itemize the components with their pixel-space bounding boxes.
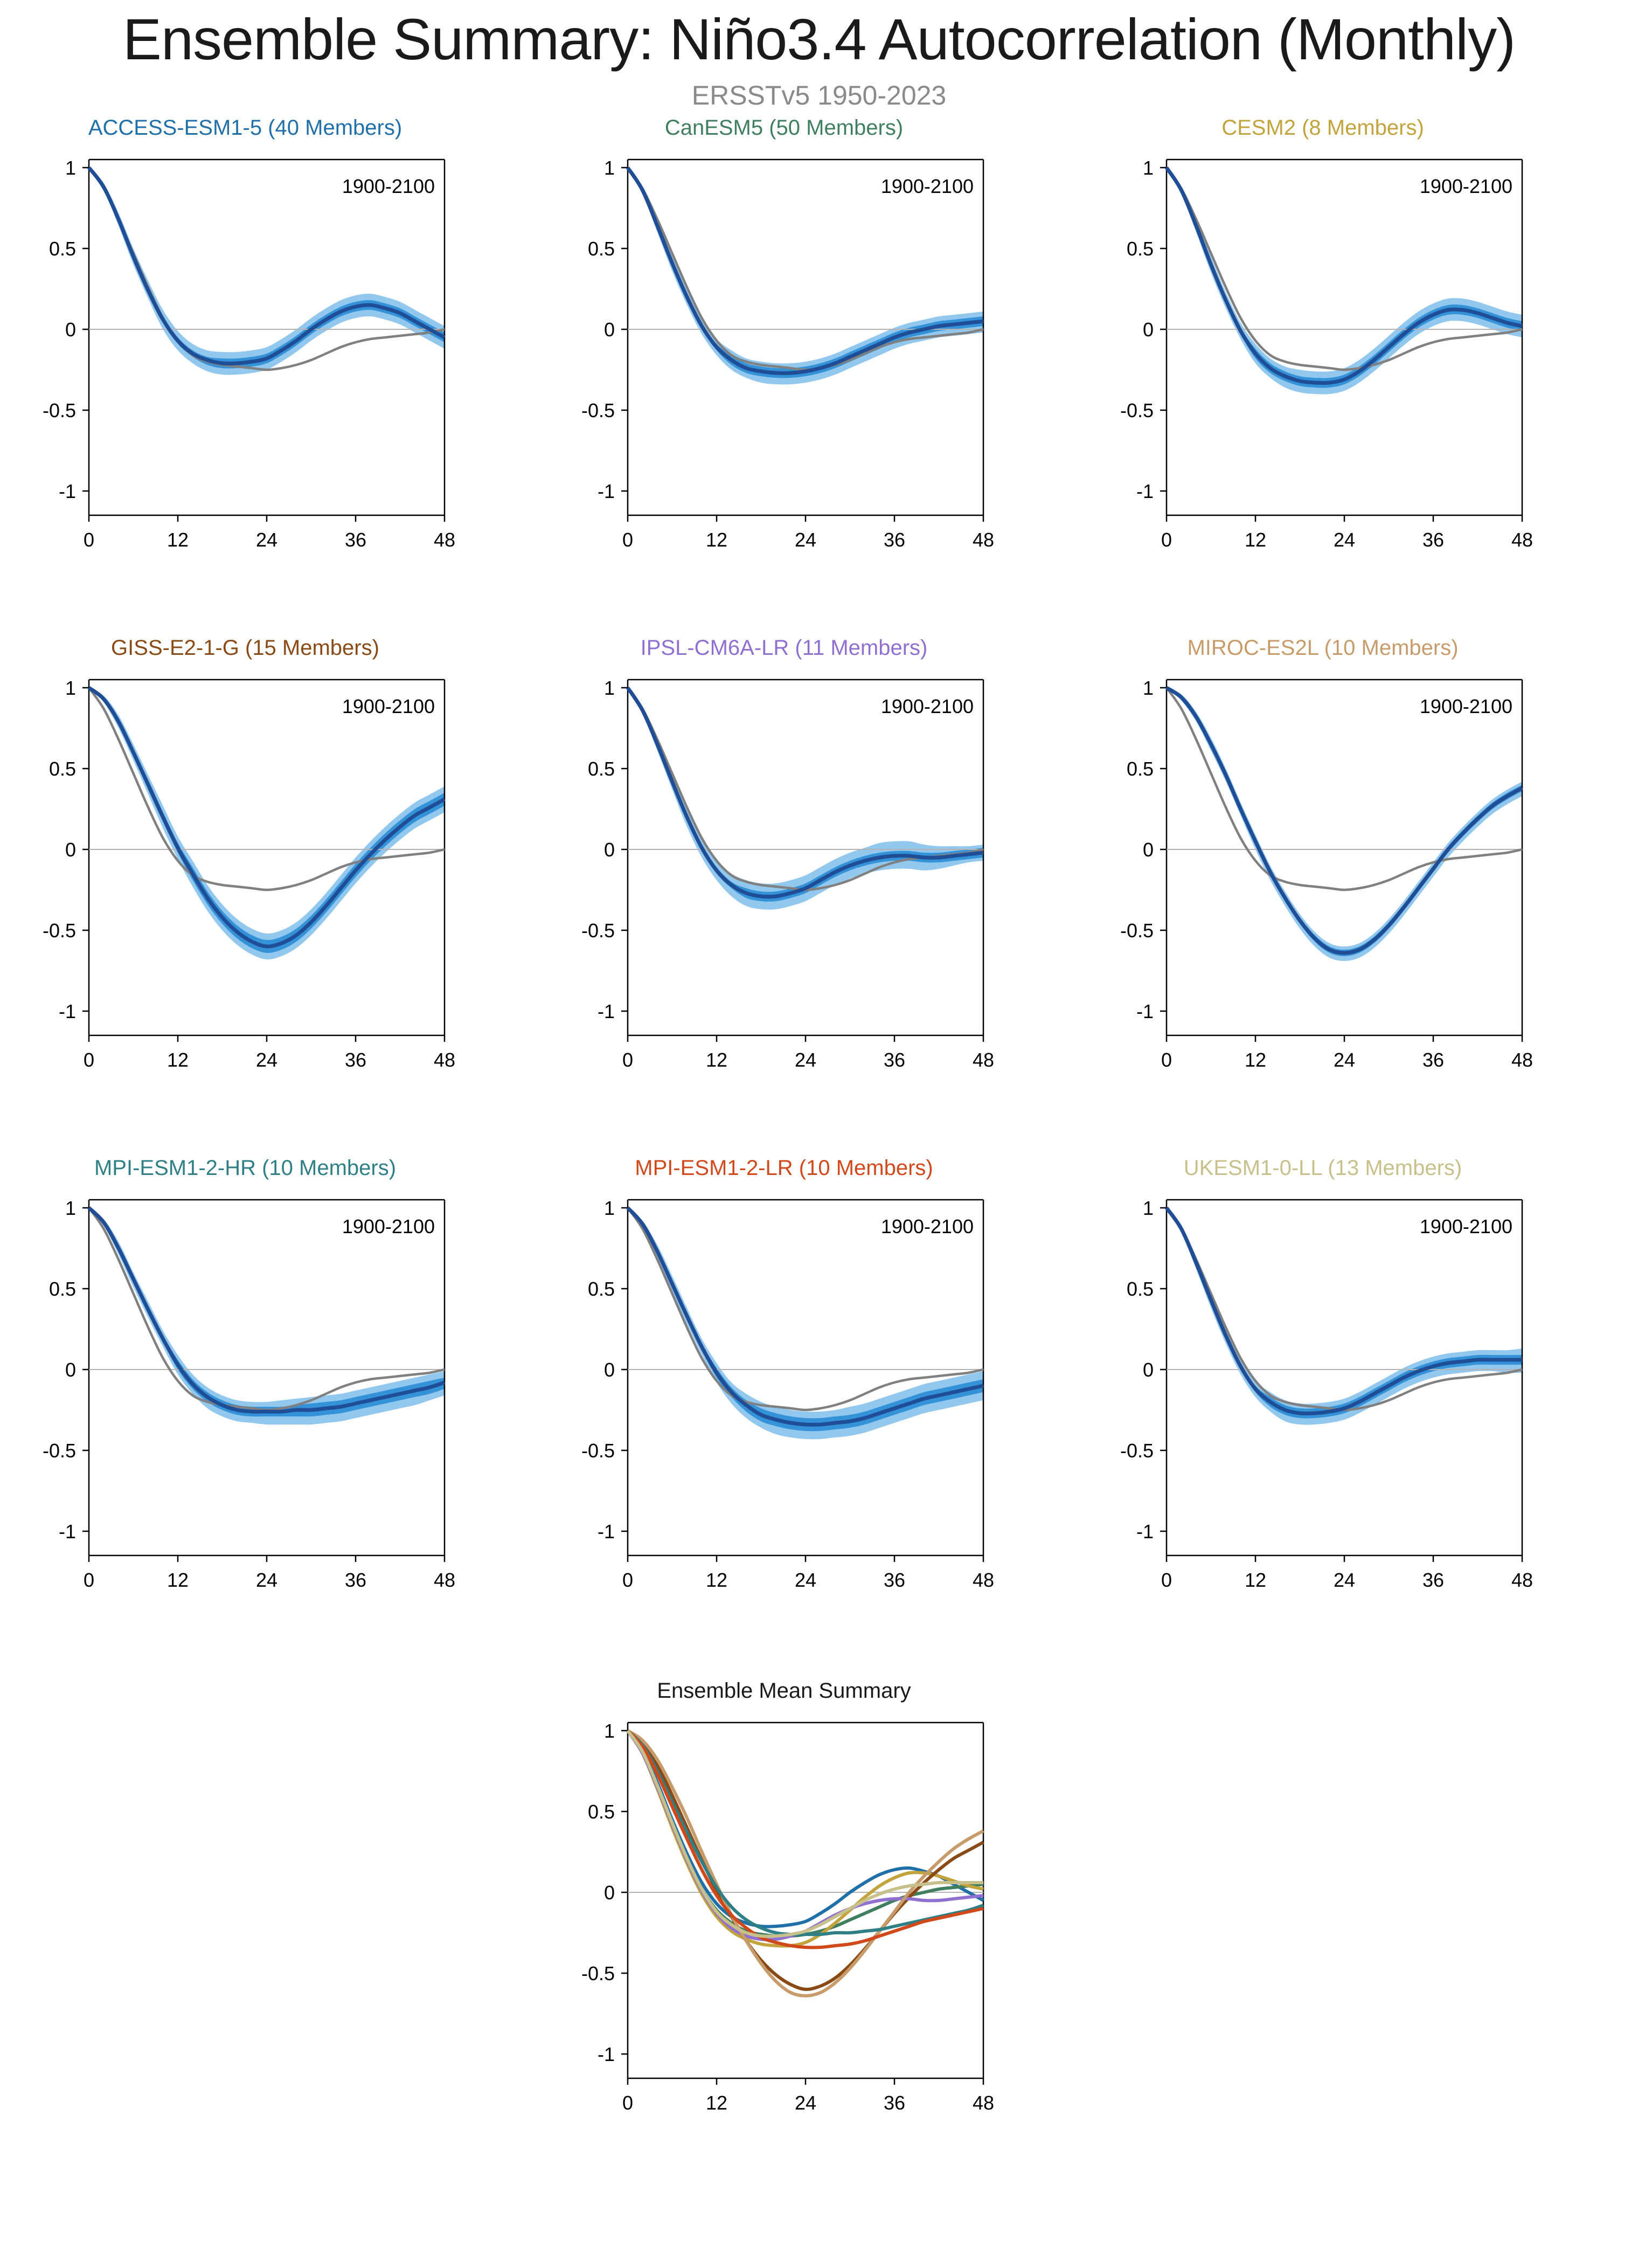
panel-title: ACCESS-ESM1-5 (40 Members) [88, 116, 402, 140]
svg-text:48: 48 [972, 2092, 995, 2114]
svg-text:-0.5: -0.5 [42, 399, 76, 421]
panel-title: MPI-ESM1-2-HR (10 Members) [94, 1156, 397, 1180]
panel-title: MPI-ESM1-2-LR (10 Members) [635, 1156, 933, 1180]
svg-text:0: 0 [622, 1049, 634, 1071]
svg-text:0.5: 0.5 [1126, 758, 1154, 780]
svg-text:36: 36 [1422, 1049, 1445, 1071]
period-label: 1900-2100 [880, 1215, 974, 1237]
svg-text:-1: -1 [597, 1520, 615, 1543]
svg-text:24: 24 [794, 1569, 817, 1591]
period-label: 1900-2100 [1419, 175, 1512, 197]
svg-text:1: 1 [603, 1197, 615, 1219]
svg-text:12: 12 [705, 529, 728, 551]
spread-band-inner [89, 688, 445, 953]
svg-text:-0.5: -0.5 [42, 919, 76, 942]
svg-text:0: 0 [1161, 1569, 1172, 1591]
svg-text:1: 1 [1142, 157, 1154, 179]
summary-panel-title: Ensemble Mean Summary [657, 1679, 911, 1703]
svg-text:-1: -1 [58, 1000, 76, 1022]
svg-text:48: 48 [1511, 1049, 1533, 1071]
svg-text:0: 0 [65, 319, 76, 341]
svg-text:24: 24 [1333, 1569, 1356, 1591]
svg-text:48: 48 [1511, 529, 1533, 551]
svg-text:12: 12 [166, 1569, 189, 1591]
svg-text:36: 36 [883, 1569, 906, 1591]
svg-text:36: 36 [344, 529, 367, 551]
svg-text:12: 12 [166, 529, 189, 551]
svg-text:1: 1 [603, 677, 615, 699]
plot-area [571, 146, 997, 572]
observation-line [1167, 168, 1522, 370]
svg-text:36: 36 [1422, 1569, 1445, 1591]
spread-band-outer [1167, 168, 1522, 395]
svg-text:1: 1 [603, 1720, 615, 1742]
svg-text:0.5: 0.5 [587, 1278, 615, 1300]
plot-area [1110, 146, 1536, 572]
svg-text:24: 24 [255, 529, 278, 551]
observation-line [1167, 1208, 1522, 1410]
svg-text:0: 0 [1161, 1049, 1172, 1071]
svg-text:-1: -1 [597, 2043, 615, 2065]
panel-title: CanESM5 (50 Members) [664, 116, 904, 140]
ensemble-mean-line [89, 1208, 445, 1412]
svg-text:48: 48 [433, 1049, 456, 1071]
summary-line-giss-e2-1-g [628, 1731, 983, 1989]
svg-text:0: 0 [83, 1049, 95, 1071]
svg-text:48: 48 [972, 1569, 995, 1591]
svg-text:0.5: 0.5 [48, 1278, 76, 1300]
svg-text:-0.5: -0.5 [42, 1440, 76, 1462]
plot-area [32, 1186, 458, 1612]
svg-text:1: 1 [603, 157, 615, 179]
svg-text:-0.5: -0.5 [1120, 1440, 1154, 1462]
svg-text:-1: -1 [58, 480, 76, 502]
plot-area [32, 146, 458, 572]
svg-text:0: 0 [83, 529, 95, 551]
svg-text:12: 12 [166, 1049, 189, 1071]
ensemble-mean-line [1167, 688, 1522, 953]
svg-text:0: 0 [622, 2092, 634, 2114]
plot-area [571, 1186, 997, 1612]
svg-text:-1: -1 [597, 480, 615, 502]
svg-text:-1: -1 [58, 1520, 76, 1543]
period-label: 1900-2100 [342, 1215, 435, 1237]
svg-text:36: 36 [883, 1049, 906, 1071]
panel-title: MIROC-ES2L (10 Members) [1187, 636, 1459, 660]
svg-text:0: 0 [603, 319, 615, 341]
svg-text:36: 36 [344, 1049, 367, 1071]
svg-text:0.5: 0.5 [1126, 1278, 1154, 1300]
plot-area [571, 1709, 997, 2135]
svg-text:24: 24 [794, 529, 817, 551]
plot-area [32, 666, 458, 1092]
svg-text:1: 1 [1142, 677, 1154, 699]
svg-text:48: 48 [433, 529, 456, 551]
period-label: 1900-2100 [880, 695, 974, 717]
svg-text:12: 12 [705, 2092, 728, 2114]
svg-text:-0.5: -0.5 [1120, 919, 1154, 942]
svg-text:0: 0 [603, 1359, 615, 1381]
spread-band-outer [628, 1208, 983, 1439]
svg-text:0.5: 0.5 [48, 238, 76, 260]
ensemble-mean-line [1167, 1208, 1522, 1414]
svg-text:36: 36 [344, 1569, 367, 1591]
period-label: 1900-2100 [342, 695, 435, 717]
summary-line-ukesm1-0-ll [628, 1731, 983, 1937]
observation-line [89, 688, 445, 890]
panel-title: CESM2 (8 Members) [1221, 116, 1424, 140]
svg-text:12: 12 [705, 1049, 728, 1071]
svg-text:36: 36 [883, 2092, 906, 2114]
panel-title: IPSL-CM6A-LR (11 Members) [640, 636, 928, 660]
svg-text:0: 0 [1142, 839, 1154, 861]
svg-text:-1: -1 [597, 1000, 615, 1022]
panel-title: UKESM1-0-LL (13 Members) [1183, 1156, 1462, 1180]
svg-text:0: 0 [83, 1569, 95, 1591]
svg-text:-0.5: -0.5 [581, 399, 615, 421]
svg-text:-1: -1 [1136, 480, 1154, 502]
observation-line [89, 1208, 445, 1410]
observation-line [1167, 688, 1522, 890]
svg-text:0: 0 [1142, 319, 1154, 341]
summary-line-mpi-esm1-2-hr [628, 1731, 983, 1934]
plot-area [1110, 1186, 1536, 1612]
svg-text:0.5: 0.5 [587, 1801, 615, 1823]
period-label: 1900-2100 [880, 175, 974, 197]
summary-line-ipsl-cm6a-lr [628, 1731, 983, 1940]
svg-text:48: 48 [433, 1569, 456, 1591]
svg-text:0: 0 [1161, 529, 1172, 551]
svg-text:0.5: 0.5 [587, 238, 615, 260]
svg-text:0.5: 0.5 [48, 758, 76, 780]
svg-text:12: 12 [1244, 1049, 1267, 1071]
svg-text:1: 1 [65, 157, 76, 179]
svg-text:1: 1 [1142, 1197, 1154, 1219]
svg-text:36: 36 [883, 529, 906, 551]
svg-text:0: 0 [603, 1882, 615, 1904]
svg-text:36: 36 [1422, 529, 1445, 551]
svg-text:0: 0 [603, 839, 615, 861]
svg-text:1: 1 [65, 1197, 76, 1219]
svg-text:12: 12 [1244, 529, 1267, 551]
svg-text:0.5: 0.5 [1126, 238, 1154, 260]
svg-text:-0.5: -0.5 [1120, 399, 1154, 421]
period-label: 1900-2100 [1419, 695, 1512, 717]
panel-title: GISS-E2-1-G (15 Members) [111, 636, 379, 660]
svg-text:24: 24 [794, 1049, 817, 1071]
svg-text:48: 48 [1511, 1569, 1533, 1591]
svg-text:0: 0 [65, 1359, 76, 1381]
svg-text:12: 12 [1244, 1569, 1267, 1591]
svg-text:24: 24 [255, 1049, 278, 1071]
spread-band-inner [89, 168, 445, 369]
page-title: Ensemble Summary: Niño3.4 Autocorrelation (Monthly) [122, 6, 1516, 72]
svg-text:48: 48 [972, 529, 995, 551]
svg-text:24: 24 [1333, 529, 1356, 551]
period-label: 1900-2100 [342, 175, 435, 197]
svg-text:1: 1 [65, 677, 76, 699]
spread-band-inner [1167, 168, 1522, 388]
svg-text:24: 24 [794, 2092, 817, 2114]
svg-text:-0.5: -0.5 [581, 1440, 615, 1462]
svg-text:12: 12 [705, 1569, 728, 1591]
plot-area [571, 666, 997, 1092]
period-label: 1900-2100 [1419, 1215, 1512, 1237]
ensemble-mean-line [89, 688, 445, 946]
svg-text:48: 48 [972, 1049, 995, 1071]
svg-text:0: 0 [1142, 1359, 1154, 1381]
observation-line [628, 168, 983, 370]
svg-text:-1: -1 [1136, 1000, 1154, 1022]
svg-text:24: 24 [255, 1569, 278, 1591]
svg-text:24: 24 [1333, 1049, 1356, 1071]
svg-text:0: 0 [65, 839, 76, 861]
spread-band-outer [89, 688, 445, 959]
svg-text:-0.5: -0.5 [581, 1962, 615, 1984]
svg-text:0.5: 0.5 [587, 758, 615, 780]
svg-text:0: 0 [622, 529, 634, 551]
plot-area [1110, 666, 1536, 1092]
svg-text:0: 0 [622, 1569, 634, 1591]
page-subtitle: ERSSTv5 1950-2023 [691, 80, 947, 110]
ensemble-mean-line [628, 168, 983, 373]
summary-line-canesm5 [628, 1731, 983, 1936]
svg-text:-0.5: -0.5 [581, 919, 615, 942]
summary-line-miroc-es2l [628, 1731, 983, 1996]
svg-text:-1: -1 [1136, 1520, 1154, 1543]
